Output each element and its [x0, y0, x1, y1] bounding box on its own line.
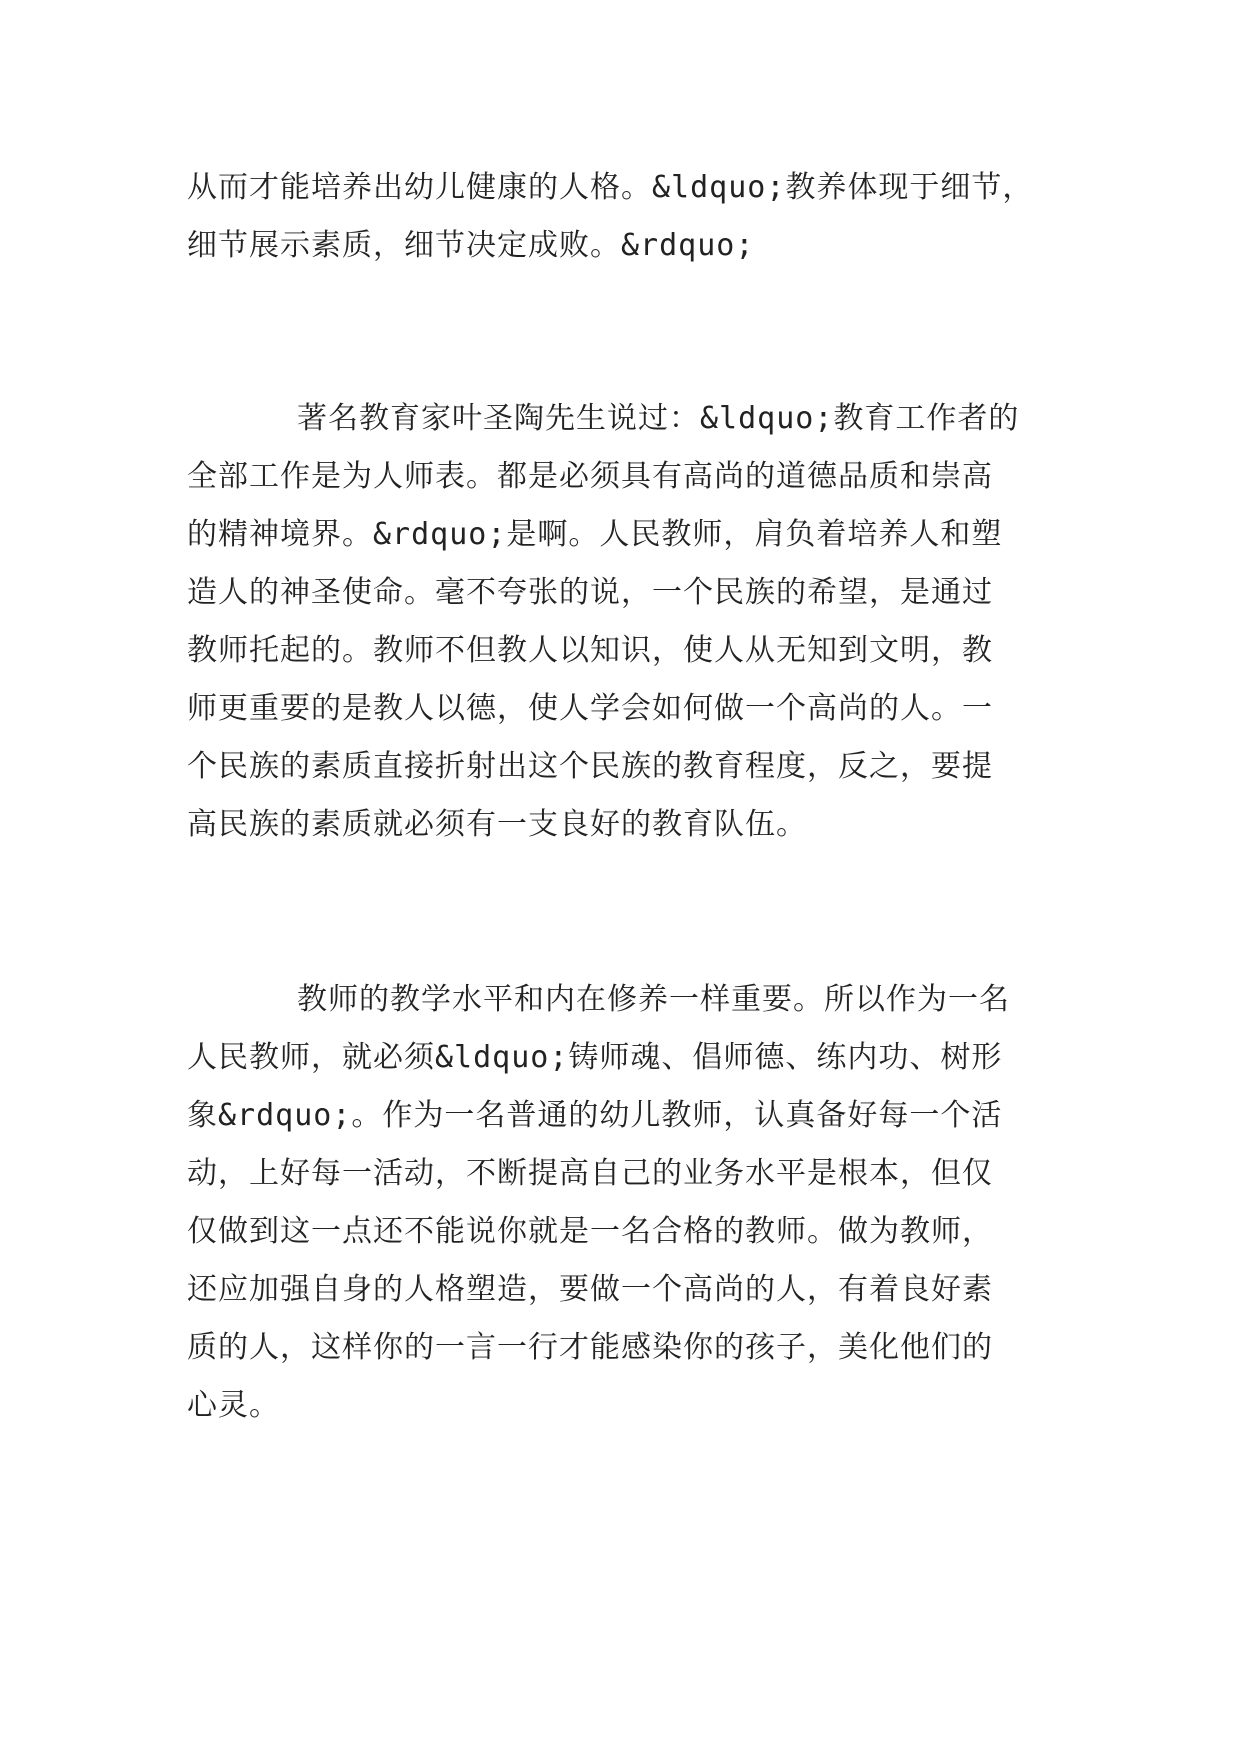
- paragraph-1: [187, 159, 1057, 275]
- paragraph-line: 著名教育家叶圣陶先生说过：&ldquo;教育工作者的: [297, 401, 1020, 436]
- paragraph-line: 师更重要的是教人以德，使人学会如何做一个高尚的人。一: [187, 691, 993, 726]
- paragraph-3: [187, 971, 1057, 1435]
- paragraph-line: 造人的神圣使命。毫不夸张的说，一个民族的希望，是通过: [187, 575, 993, 610]
- paragraph-line: 全部工作是为人师表。都是必须具有高尚的道德品质和崇高: [187, 459, 993, 494]
- paragraph-line: 动，上好每一活动，不断提高自己的业务水平是根本，但仅: [187, 1156, 993, 1191]
- paragraph-line: 人民教师，就必须&ldquo;铸师魂、倡师德、练内功、树形: [187, 1040, 1003, 1075]
- paragraph-line: 仅做到这一点还不能说你就是一名合格的教师。做为教师，: [187, 1214, 993, 1249]
- paragraph-line: 从而才能培养出幼儿健康的人格。&ldquo;教养体现于细节，: [187, 170, 1034, 205]
- paragraph-line: 还应加强自身的人格塑造，要做一个高尚的人，有着良好素: [187, 1272, 993, 1307]
- paragraph-line: 质的人，这样你的一言一行才能感染你的孩子，美化他们的: [187, 1330, 993, 1365]
- paragraph-line: 高民族的素质就必须有一支良好的教育队伍。: [187, 807, 807, 842]
- paragraph-line: 细节展示素质，细节决定成败。&rdquo;: [187, 228, 755, 263]
- paragraph-line: 教师托起的。教师不但教人以知识，使人从无知到文明，教: [187, 633, 993, 668]
- paragraph-line: 心灵。: [187, 1388, 280, 1423]
- paragraph-line: 个民族的素质直接折射出这个民族的教育程度，反之，要提: [187, 749, 993, 784]
- paragraph-line: 的精神境界。&rdquo;是啊。人民教师，肩负着培养人和塑: [187, 517, 1003, 552]
- paragraph-line: 象&rdquo;。作为一名普通的幼儿教师，认真备好每一个活: [187, 1098, 1003, 1133]
- paragraph-2: [187, 390, 1057, 854]
- paragraph-line: 教师的教学水平和内在修养一样重要。所以作为一名: [297, 982, 1010, 1017]
